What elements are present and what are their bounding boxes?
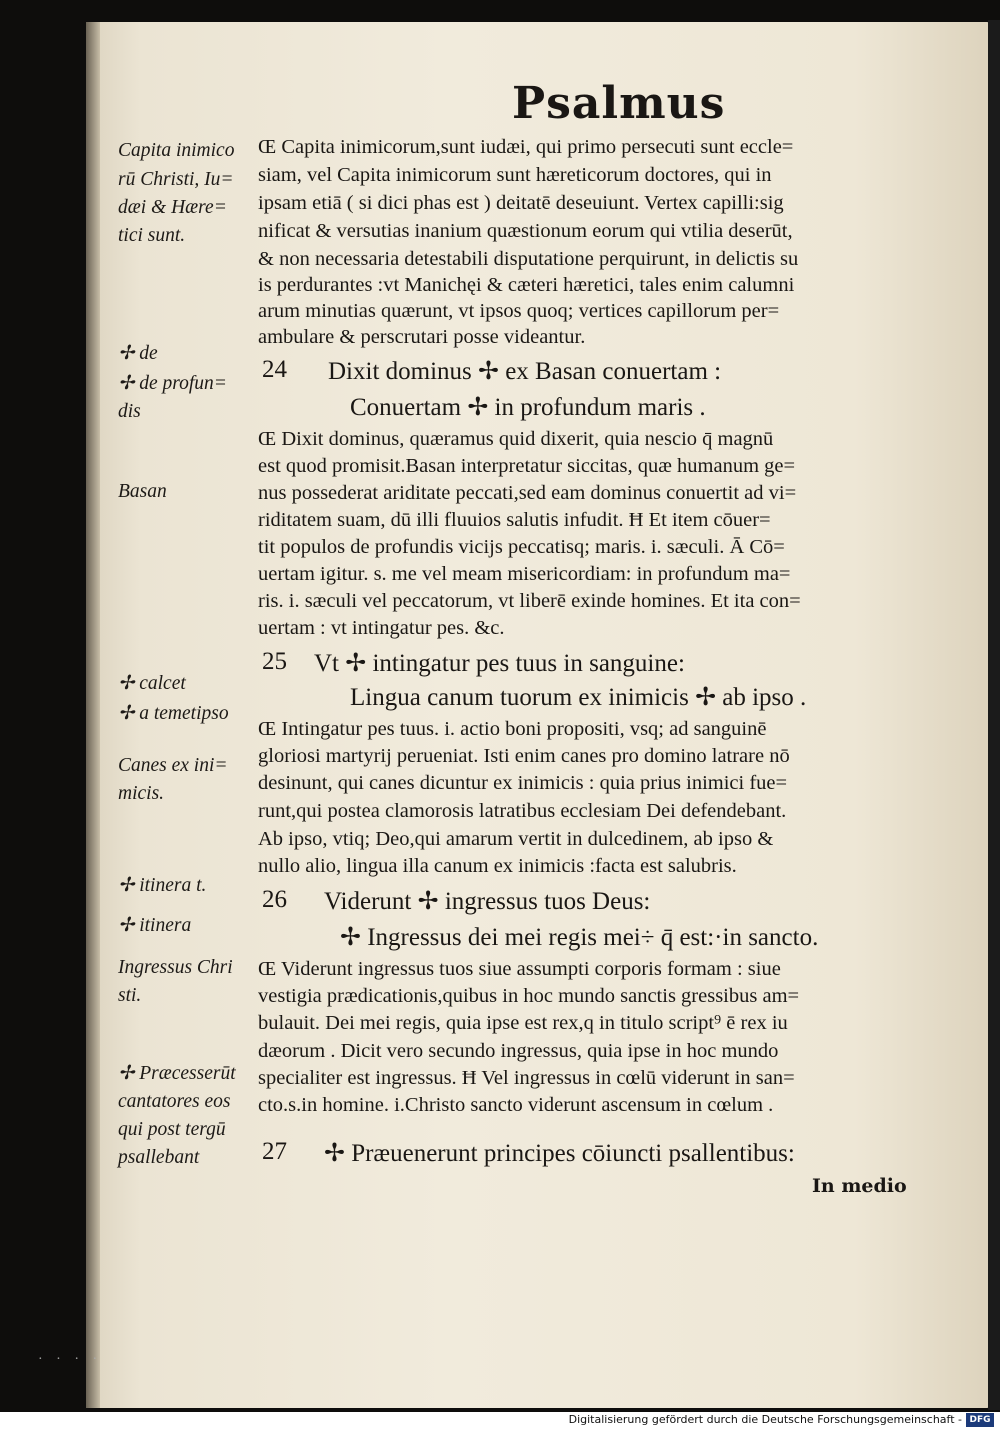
commentary-line: Œ Dixit dominus, quæramus quid dixerit, quia nescio q̄ magnū bbox=[258, 428, 774, 450]
commentary-line: ris. i. sæculi vel peccatorum, vt liberē exinde homines. Et ita con= bbox=[258, 590, 801, 612]
commentary-line: arum minutias quærunt, vt ipsos quoq; vertices capillorum per= bbox=[258, 300, 780, 322]
margin-note: micis. bbox=[118, 783, 165, 804]
commentary-line: dæorum . Dicit vero secundo ingressus, quia ipse in hoc mundo bbox=[258, 1040, 779, 1062]
commentary-line: tit populos de profundis vicijs peccatisq; maris. i. sæculi. Ā Cō= bbox=[258, 536, 785, 558]
verse-number: 25 bbox=[262, 648, 287, 675]
footer-credit: Digitalisierung gefördert durch die Deutsche Forschungsgemeinschaft - bbox=[568, 1413, 962, 1426]
commentary-line: siam, vel Capita inimicorum sunt hæreticorum doctores, qui in bbox=[258, 164, 772, 186]
margin-note: ✢ calcet bbox=[118, 673, 186, 694]
catchword: In medio bbox=[812, 1175, 907, 1197]
commentary-line: Œ Capita inimicorum,sunt iudæi, qui primo persecuti sunt eccle= bbox=[258, 136, 794, 158]
verse-line: Viderunt ✢ ingressus tuos Deus: bbox=[324, 888, 651, 915]
commentary-line: Œ Viderunt ingressus tuos siue assumpti corporis formam : siue bbox=[258, 958, 781, 980]
verse-number: 26 bbox=[262, 886, 287, 913]
margin-note: ✢ a temetipso bbox=[118, 703, 229, 724]
margin-note: dæi & Hære= bbox=[118, 197, 227, 218]
commentary-line: bulauit. Dei mei regis, quia ipse est rex,q in titulo script⁹ ē rex iu bbox=[258, 1012, 788, 1034]
commentary-line: ambulare & perscrutari posse videantur. bbox=[258, 326, 586, 348]
commentary-line: cto.s.in homine. i.Christo sancto viderunt ascensum in cœlum . bbox=[258, 1094, 774, 1116]
margin-note: ✢ Præcesserūt bbox=[118, 1063, 236, 1084]
commentary-line: runt,qui postea clamorosis latratibus ecclesiam Dei defendebant. bbox=[258, 800, 787, 822]
verse-line: ✢ Præuenerunt principes cōiuncti psallentibus: bbox=[324, 1140, 795, 1167]
margin-note: ✢ de profun= bbox=[118, 373, 227, 394]
margin-note: sti. bbox=[118, 985, 142, 1006]
verse-line: ✢ Ingressus dei mei regis mei÷ q̄ est:·in sancto. bbox=[340, 924, 819, 951]
margin-note: cantatores eos bbox=[118, 1091, 231, 1112]
scan-specks: · · · · bbox=[38, 1352, 103, 1367]
commentary-line: est quod promisit.Basan interpretatur siccitas, quæ humanum ge= bbox=[258, 455, 796, 477]
verse-line: Dixit dominus ✢ ex Basan conuertam : bbox=[328, 358, 722, 385]
margin-note: qui post tergū bbox=[118, 1119, 226, 1140]
dfg-logo-icon[interactable]: DFG bbox=[966, 1413, 994, 1427]
verse-line: Vt ✢ intingatur pes tuus in sanguine: bbox=[314, 650, 685, 677]
margin-note: dis bbox=[118, 401, 141, 422]
commentary-line: uertam : vt intingatur pes. &c. bbox=[258, 617, 505, 639]
margin-note: Basan bbox=[118, 481, 167, 502]
commentary-line: riditatem suam, dū illi fluuios salutis infudit. Ħ Et item cōuer= bbox=[258, 509, 771, 531]
running-head: Psalmus bbox=[512, 78, 726, 129]
verse-number: 27 bbox=[262, 1138, 287, 1165]
margin-note: psallebant bbox=[118, 1147, 200, 1168]
commentary-line: desinunt, qui canes dicuntur ex inimicis : quia prius inimici fue= bbox=[258, 772, 788, 794]
commentary-line: specialiter est ingressus. Ħ Vel ingressus in cœlū viderunt in san= bbox=[258, 1067, 795, 1089]
footer-bar bbox=[0, 1412, 1000, 1429]
scan-edge bbox=[988, 20, 1000, 1410]
margin-note: ✢ itinera bbox=[118, 915, 192, 936]
verse-number: 24 bbox=[262, 356, 287, 383]
page-binding-shadow bbox=[86, 22, 100, 1408]
verse-line: Conuertam ✢ in profundum maris . bbox=[350, 394, 706, 421]
margin-note: Capita inimico bbox=[118, 140, 235, 161]
commentary-line: Ab ipso, vtiq; Deo,qui amarum vertit in dulcedinem, ab ipso & bbox=[258, 828, 774, 850]
margin-note: ✢ de bbox=[118, 343, 158, 364]
commentary-line: uertam igitur. s. me vel meam misericordiam: in profundum ma= bbox=[258, 563, 791, 585]
commentary-line: nificat & versutias inanium quæstionum eorum qui vtilia deserūt, bbox=[258, 220, 793, 242]
margin-note: Ingressus Chri bbox=[118, 957, 233, 978]
commentary-line: & non necessaria detestabili disputatione perquirunt, in delictis su bbox=[258, 248, 799, 270]
commentary-line: ipsam etiā ( si dici phas est ) deitatē deseuiunt. Vertex capilli:sig bbox=[258, 192, 784, 214]
margin-note: Canes ex ini= bbox=[118, 755, 228, 776]
margin-note: ✢ itinera t. bbox=[118, 875, 207, 896]
verse-line: Lingua canum tuorum ex inimicis ✢ ab ipso . bbox=[350, 684, 807, 711]
commentary-line: nus possederat ariditate peccati,sed eam dominus conuertit ad vi= bbox=[258, 482, 797, 504]
commentary-line: is perdurantes :vt Manichęi & cæteri hæretici, tales enim calumni bbox=[258, 274, 795, 296]
margin-note: tici sunt. bbox=[118, 225, 186, 246]
commentary-line: vestigia prædicationis,quibus in hoc mundo sanctis gressibus am= bbox=[258, 985, 800, 1007]
commentary-line: nullo alio, lingua illa canum ex inimicis :facta est salubris. bbox=[258, 855, 737, 877]
commentary-line: Œ Intingatur pes tuus. i. actio boni propositi, vsq; ad sanguinē bbox=[258, 718, 767, 740]
margin-note: rū Christi, Iu= bbox=[118, 169, 234, 190]
commentary-line: gloriosi martyrij perueniat. Isti enim canes pro domino latrare nō bbox=[258, 745, 790, 767]
